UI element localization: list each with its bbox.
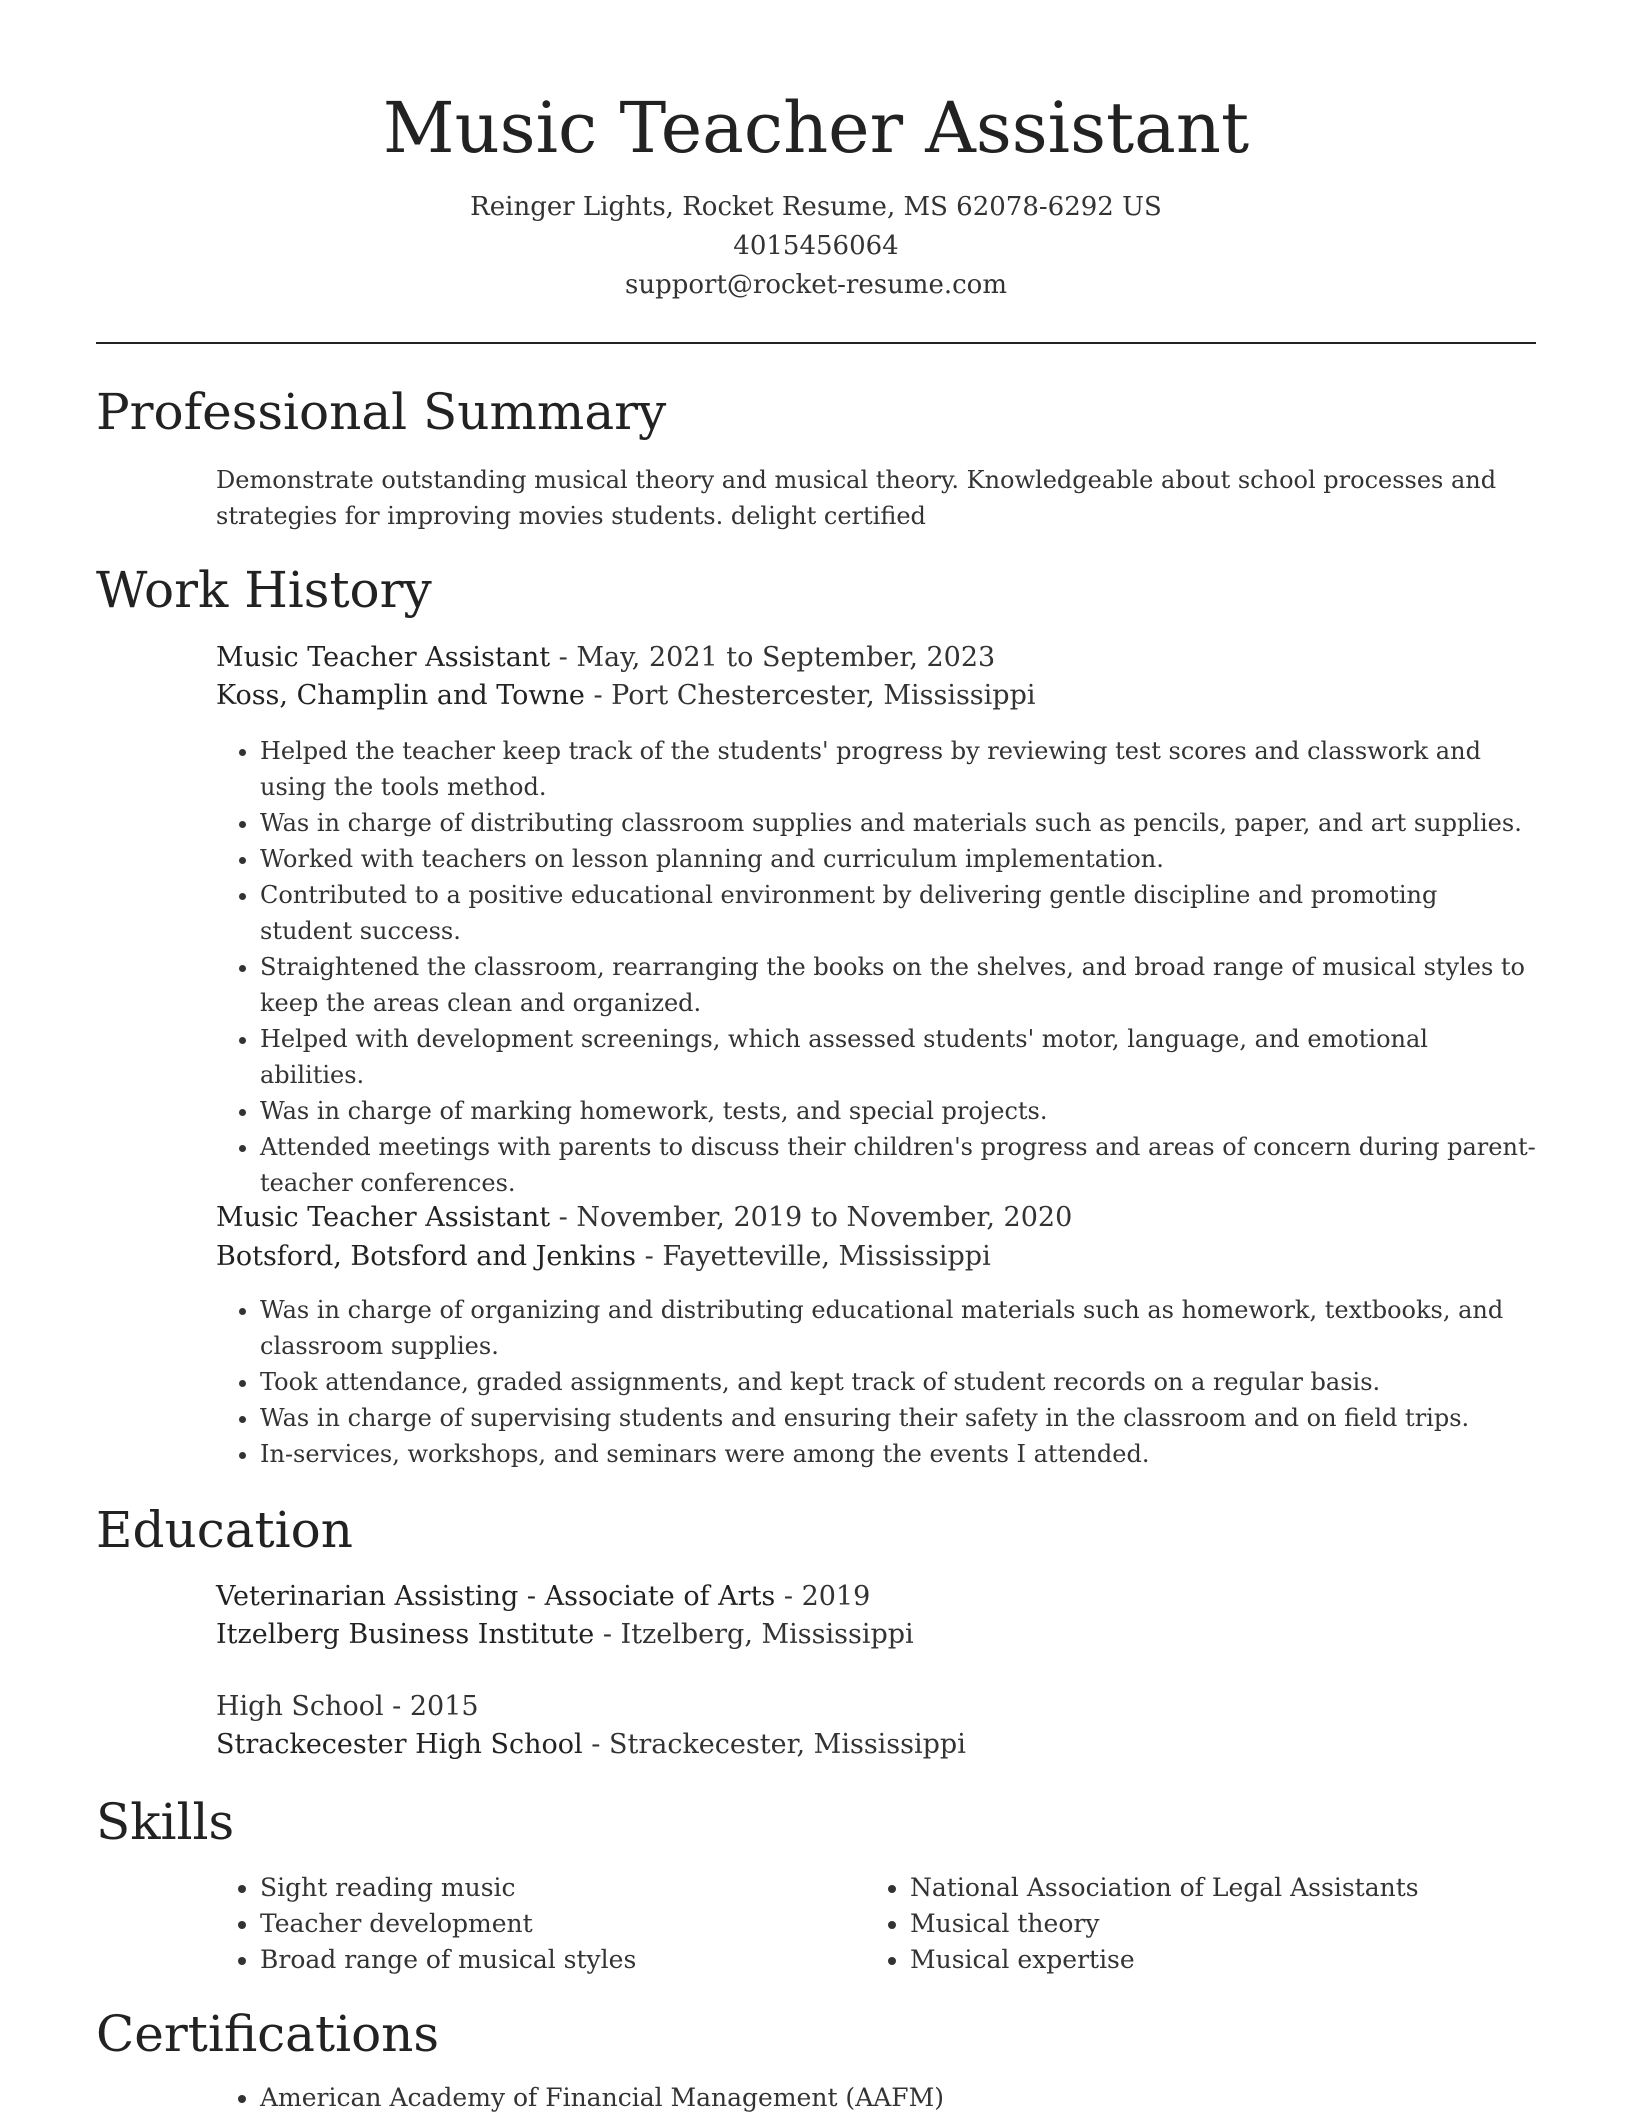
education-school: Strackecester High School [216,1729,583,1760]
list-item: • Worked with teachers on lesson planning and curriculum implementation. [260,841,1536,877]
job-location: - Port Chestercester, Mississippi [584,680,1036,711]
summary-text: Demonstrate outstanding musical theory and musical theory. Knowledgeable about school processes and strategies for improving movies students. delight certified [216,466,1497,530]
education-location: - Strackecester, Mississippi [582,1729,966,1760]
skill-item: • Musical theory [910,1906,1580,1942]
job-title: Music Teacher Assistant [216,1202,551,1233]
list-item: • Took attendance, graded assignments, and kept track of student records on a regular basis. [260,1364,1536,1400]
education-school: Itzelberg Business Institute [216,1619,595,1650]
list-item: • Was in charge of organizing and distributing educational materials such as homework, textbooks, and classroom supplies. [260,1292,1536,1364]
section-title-education: Education [96,1501,353,1559]
job-bullets [216,733,1536,1201]
job-title-line [216,1199,1072,1237]
skills-list-right [866,1870,1580,1978]
resume-header [0,86,1632,305]
list-item: • Was in charge of distributing classroom supplies and materials such as pencils, paper, and art supplies. [260,805,1536,841]
list-item: • In-services, workshops, and seminars were among the events I attended. [260,1436,1536,1472]
section-title-work: Work History [96,561,432,619]
list-item: • Attended meetings with parents to discuss their children's progress and areas of concern during parent-teacher conferences. [260,1129,1536,1201]
job-title-line [216,639,995,677]
job-company: Botsford, Botsford and Jenkins [216,1241,637,1272]
job-title: Music Teacher Assistant [216,642,551,673]
skill-item: • National Association of Legal Assistants [910,1870,1580,1906]
list-item: • Straightened the classroom, rearranging the books on the shelves, and broad range of musical styles to keep the areas clean and organized. [260,949,1536,1021]
section-title-skills: Skills [96,1793,235,1851]
candidate-name: Music Teacher Assistant [382,87,1250,169]
education-year: - 2019 [775,1581,871,1612]
education-year: High School - 2015 [216,1691,479,1722]
job-location: - Fayetteville, Mississippi [636,1241,991,1272]
section-title-certifications: Certifications [96,2005,440,2063]
contact-info [0,188,1632,305]
job-bullets [216,1292,1536,1472]
email: support@rocket-resume.com [624,270,1007,300]
skill-item: • Musical expertise [910,1942,1580,1978]
skill-item: • Sight reading music [260,1870,860,1906]
skill-item: • Teacher development [260,1906,860,1942]
job-company-line [216,1238,991,1276]
header-divider [96,342,1536,344]
certification-item: • American Academy of Financial Management (AAFM) [260,2080,1580,2116]
list-item: • Helped the teacher keep track of the students' progress by reviewing test scores and classwork and using the tools method. [260,733,1536,805]
education-school-line [216,1616,914,1654]
list-item: • Contributed to a positive educational environment by delivering gentle discipline and promoting student success. [260,877,1536,949]
education-location: - Itzelberg, Mississippi [594,1619,914,1650]
section-title-summary: Professional Summary [96,383,667,441]
job-company: Koss, Champlin and Towne [216,680,585,711]
job-dates: - November, 2019 to November, 2020 [550,1202,1073,1233]
job-company-line [216,677,1036,715]
phone: 4015456064 [733,231,899,261]
address: Reinger Lights, Rocket Resume, MS 62078-6292 US [470,192,1162,222]
list-item: • Helped with development screenings, which assessed students' motor, language, and emotional abilities. [260,1021,1536,1093]
skills-list-left [216,1870,860,1978]
certifications-list [216,2080,1580,2116]
education-school-line [216,1726,966,1764]
education-degree-line [216,1578,870,1616]
list-item: • Was in charge of supervising students and ensuring their safety in the classroom and on field trips. [260,1400,1536,1436]
job-dates: - May, 2021 to September, 2023 [550,642,996,673]
skill-item: • Broad range of musical styles [260,1942,860,1978]
list-item: • Was in charge of marking homework, tests, and special projects. [260,1093,1536,1129]
education-degree-line [216,1688,479,1726]
education-degree: Veterinarian Assisting - Associate of Arts [216,1581,776,1612]
